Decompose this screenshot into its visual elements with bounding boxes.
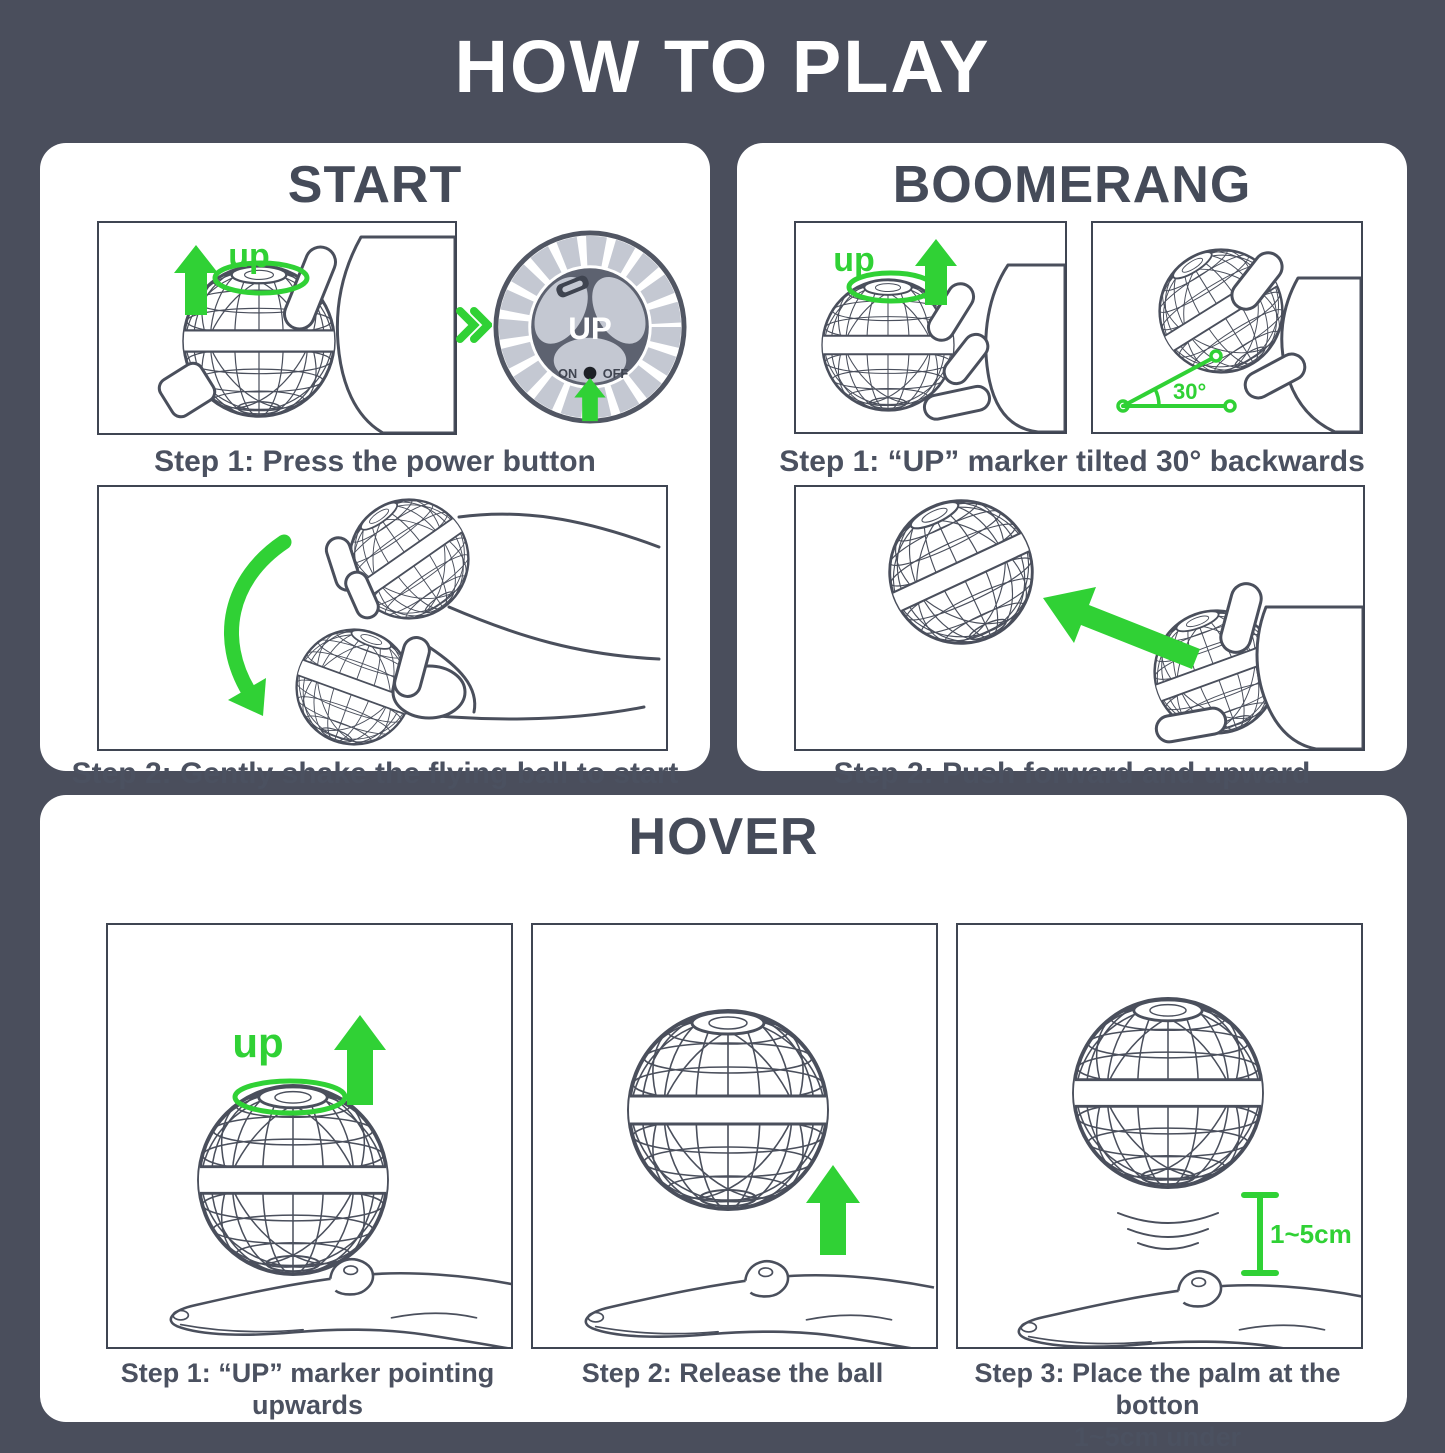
power-button-diagram [492, 229, 688, 425]
flying-ball-illustration [840, 487, 1082, 691]
double-chevron-icon [456, 303, 492, 347]
hand-illustration [337, 237, 455, 433]
hover-step1-box [106, 923, 513, 1349]
boomerang-step2-illustration [796, 487, 1363, 749]
wave-icon [1118, 1213, 1218, 1249]
boomerang-step1-caption: Step 1: “UP” marker tilted 30° backwards [779, 445, 1365, 478]
angle-diagram [1118, 351, 1235, 411]
arm-sketch [449, 607, 659, 659]
hover-step3-caption [956, 1357, 1359, 1453]
boomerang-step2-caption: Step 2: Push forward and upward [833, 757, 1311, 790]
power-off-label: OFF [602, 365, 629, 381]
panel-start [40, 143, 710, 790]
hand-illustration [1257, 607, 1363, 749]
hover-step2-illustration [533, 925, 936, 1347]
hover-step2-caption: Step 2: Release the ball [581, 1358, 884, 1388]
hover-step1-caption: Step 1: “UP” marker pointing upwards [120, 1358, 495, 1420]
power-on-label: ON [558, 365, 578, 381]
start-step2-caption: Step 2: Gently shake the flying ball to start [71, 757, 679, 790]
page-title: HOW TO PLAY [454, 25, 991, 108]
hover-step3-caption-line2: 1~5cm under [1073, 1422, 1242, 1452]
boomerang-step1-right-box [1091, 221, 1363, 434]
arm-sketch [459, 514, 659, 547]
start-step1-illustration-box [97, 221, 457, 435]
hover-step3-caption-line1: Step 3: Place the palm at the botton [974, 1358, 1341, 1420]
hover-step3-box [956, 923, 1363, 1349]
start-heading: START [287, 156, 463, 214]
power-up-label: UP [568, 310, 612, 346]
start-step1-caption: Step 1: Press the power button [154, 445, 596, 478]
hand-illustration [986, 265, 1065, 432]
start-step2-illustration-box [97, 485, 668, 751]
up-arrow-icon [806, 1165, 860, 1255]
power-dot-icon[interactable] [584, 367, 597, 380]
boomerang-step1-left-illustration [796, 223, 1065, 432]
distance-label: 1~5cm [1270, 1219, 1352, 1249]
panel-hover [40, 795, 1407, 1452]
boomerang-heading: BOOMERANG [892, 156, 1252, 214]
palm-illustration [586, 1261, 934, 1347]
hover-step1-illustration [108, 925, 511, 1347]
thumb-illustration [1154, 706, 1227, 744]
palm-illustration [171, 1259, 511, 1347]
up-label: up [232, 1019, 284, 1066]
start-step2-illustration [99, 487, 666, 749]
boomerang-step1-right-illustration [1093, 223, 1361, 432]
curved-arrow-icon [231, 542, 284, 692]
start-step1-illustration [99, 223, 455, 433]
boomerang-step2-box [794, 485, 1365, 751]
hover-step2-box [531, 923, 938, 1349]
hover-heading: HOVER [628, 808, 819, 866]
angle-label: 30° [1173, 379, 1207, 404]
up-label: up [228, 237, 270, 275]
boomerang-step1-left-box [794, 221, 1067, 434]
flying-ball-illustration [172, 1063, 415, 1297]
flying-ball-illustration [1047, 976, 1290, 1210]
palm-illustration [1019, 1271, 1361, 1347]
up-label: up [833, 241, 875, 279]
panel-boomerang [737, 143, 1407, 790]
hover-step3-illustration [958, 925, 1361, 1347]
